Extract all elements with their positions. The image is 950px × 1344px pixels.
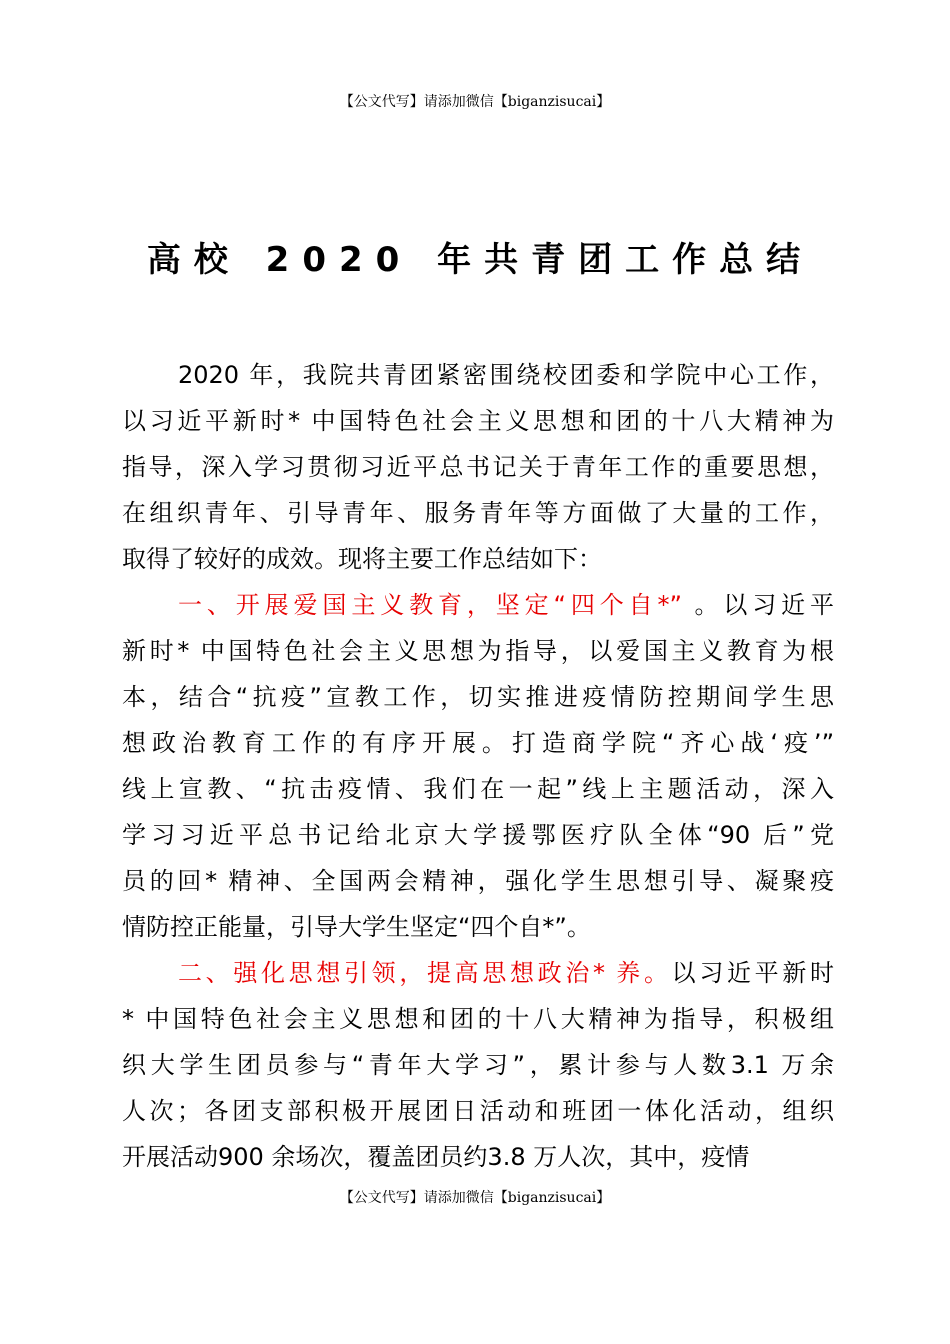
- body-text: 取得了较好的成效。现将主要工作总结如下：: [122, 545, 602, 573]
- body-text: 以习近平新时: [671, 959, 834, 987]
- body-text: 2020 年，我院共青团紧密围绕校团委和学院中心工作，: [178, 361, 834, 389]
- text-line: [122, 536, 834, 582]
- body-text: 线上宣教、“抗击疫情、我们在一起”线上主题活动，深入: [122, 775, 834, 803]
- text-line: [122, 1088, 834, 1134]
- body-text: 本，结合“抗疫”宣教工作，切实推进疫情防控期间学生思: [122, 683, 834, 711]
- body-text: 织大学生团员参与“青年大学习”，累计参与人数3.1 万余: [122, 1051, 834, 1079]
- body-text: 开展活动900 余场次，覆盖团员约3.8 万人次，其中，疫情: [122, 1143, 750, 1171]
- text-line: [122, 1042, 834, 1088]
- paragraph: [122, 950, 834, 1180]
- body-text: 想政治教育工作的有序开展。打造商学院“齐心战‘疫’”: [122, 729, 834, 757]
- text-line: [122, 444, 834, 490]
- text-line: [122, 582, 834, 628]
- text-line: [122, 1134, 834, 1180]
- section-heading: 一、开展爱国主义教育，坚定“四个自*”: [178, 591, 682, 619]
- text-line: [122, 352, 834, 398]
- text-line: [122, 490, 834, 536]
- text-line: [122, 996, 834, 1042]
- body-text: 在组织青年、引导青年、服务青年等方面做了大量的工作，: [122, 499, 834, 527]
- text-line: [122, 398, 834, 444]
- section-heading: 二、强化思想引领，提高思想政治* 养。: [178, 959, 672, 987]
- text-line: [122, 628, 834, 674]
- text-line: [122, 950, 834, 996]
- body-text: 情防控正能量，引导大学生坚定“四个自*”。: [122, 913, 591, 941]
- text-line: [122, 904, 834, 950]
- body-text: 员的回* 精神、全国两会精神，强化学生思想引导、凝聚疫: [122, 867, 834, 895]
- body-text: 指导，深入学习贯彻习近平总书记关于青年工作的重要思想，: [122, 453, 834, 481]
- body-text: 学习习近平总书记给北京大学援鄂医疗队全体“90 后”党: [122, 821, 834, 849]
- text-line: [122, 674, 834, 720]
- header-note: 【公文代写】请添加微信【biganzisucai】: [339, 94, 611, 110]
- document-title: 高校 2020 年共青团工作总结: [146, 240, 814, 280]
- paragraph: [122, 352, 834, 582]
- body-text: 以习近平新时* 中国特色社会主义思想和团的十八大精神为: [122, 407, 834, 435]
- body-text: 新时* 中国特色社会主义思想为指导，以爱国主义教育为根: [122, 637, 834, 665]
- footer-note: 【公文代写】请添加微信【biganzisucai】: [339, 1190, 611, 1206]
- text-line: [122, 766, 834, 812]
- body-text: * 中国特色社会主义思想和团的十八大精神为指导，积极组: [122, 1005, 834, 1033]
- text-line: [122, 720, 834, 766]
- document-body: [122, 352, 834, 1180]
- text-line: [122, 812, 834, 858]
- body-text: 人次；各团支部积极开展团日活动和班团一体化活动，组织: [122, 1097, 834, 1125]
- body-text: 。以习近平: [681, 591, 834, 619]
- text-line: [122, 858, 834, 904]
- paragraph: [122, 582, 834, 950]
